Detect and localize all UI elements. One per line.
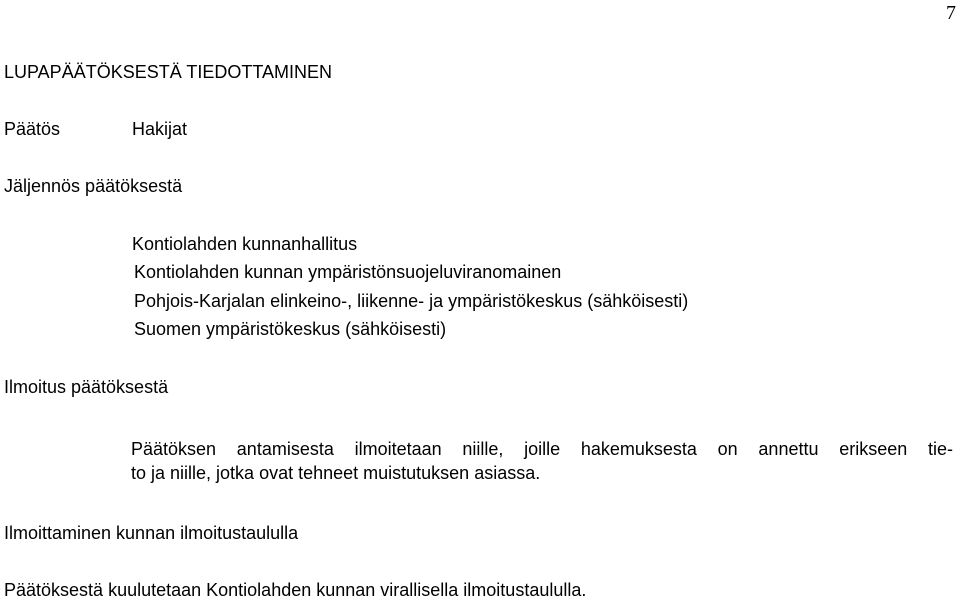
section-heading: LUPAPÄÄTÖKSESTÄ TIEDOTTAMINEN xyxy=(4,62,333,82)
notice-text-line: to ja niille, jotka ovat tehneet muistutuksen asiassa. xyxy=(131,463,541,483)
notice-text-line: Päätöksen antamisesta ilmoitetaan niille, joille hakemuksesta on annettu erikseen tie- xyxy=(131,439,953,459)
recipient-item: Kontiolahden kunnanhallitus xyxy=(132,234,358,254)
page-number: 7 xyxy=(946,2,956,24)
copy-label: Jäljennös päätöksestä xyxy=(4,176,183,196)
notice-paragraph xyxy=(131,440,953,482)
notice-label: Ilmoitus päätöksestä xyxy=(4,377,169,397)
recipient-item: Suomen ympäristökeskus (sähköisesti) xyxy=(134,319,447,339)
bulletin-label: Ilmoittaminen kunnan ilmoitustaululla xyxy=(4,523,299,543)
recipient-item: Kontiolahden kunnan ympäristönsuojeluviranomainen xyxy=(134,262,562,282)
decision-label: Päätös xyxy=(4,119,61,139)
bulletin-text: Päätöksestä kuulutetaan Kontiolahden kunnan virallisella ilmoitustaululla. xyxy=(4,580,587,600)
decision-value: Hakijat xyxy=(132,119,188,139)
recipient-item: Pohjois-Karjalan elinkeino-, liikenne- ja ympäristökeskus (sähköisesti) xyxy=(134,291,689,311)
